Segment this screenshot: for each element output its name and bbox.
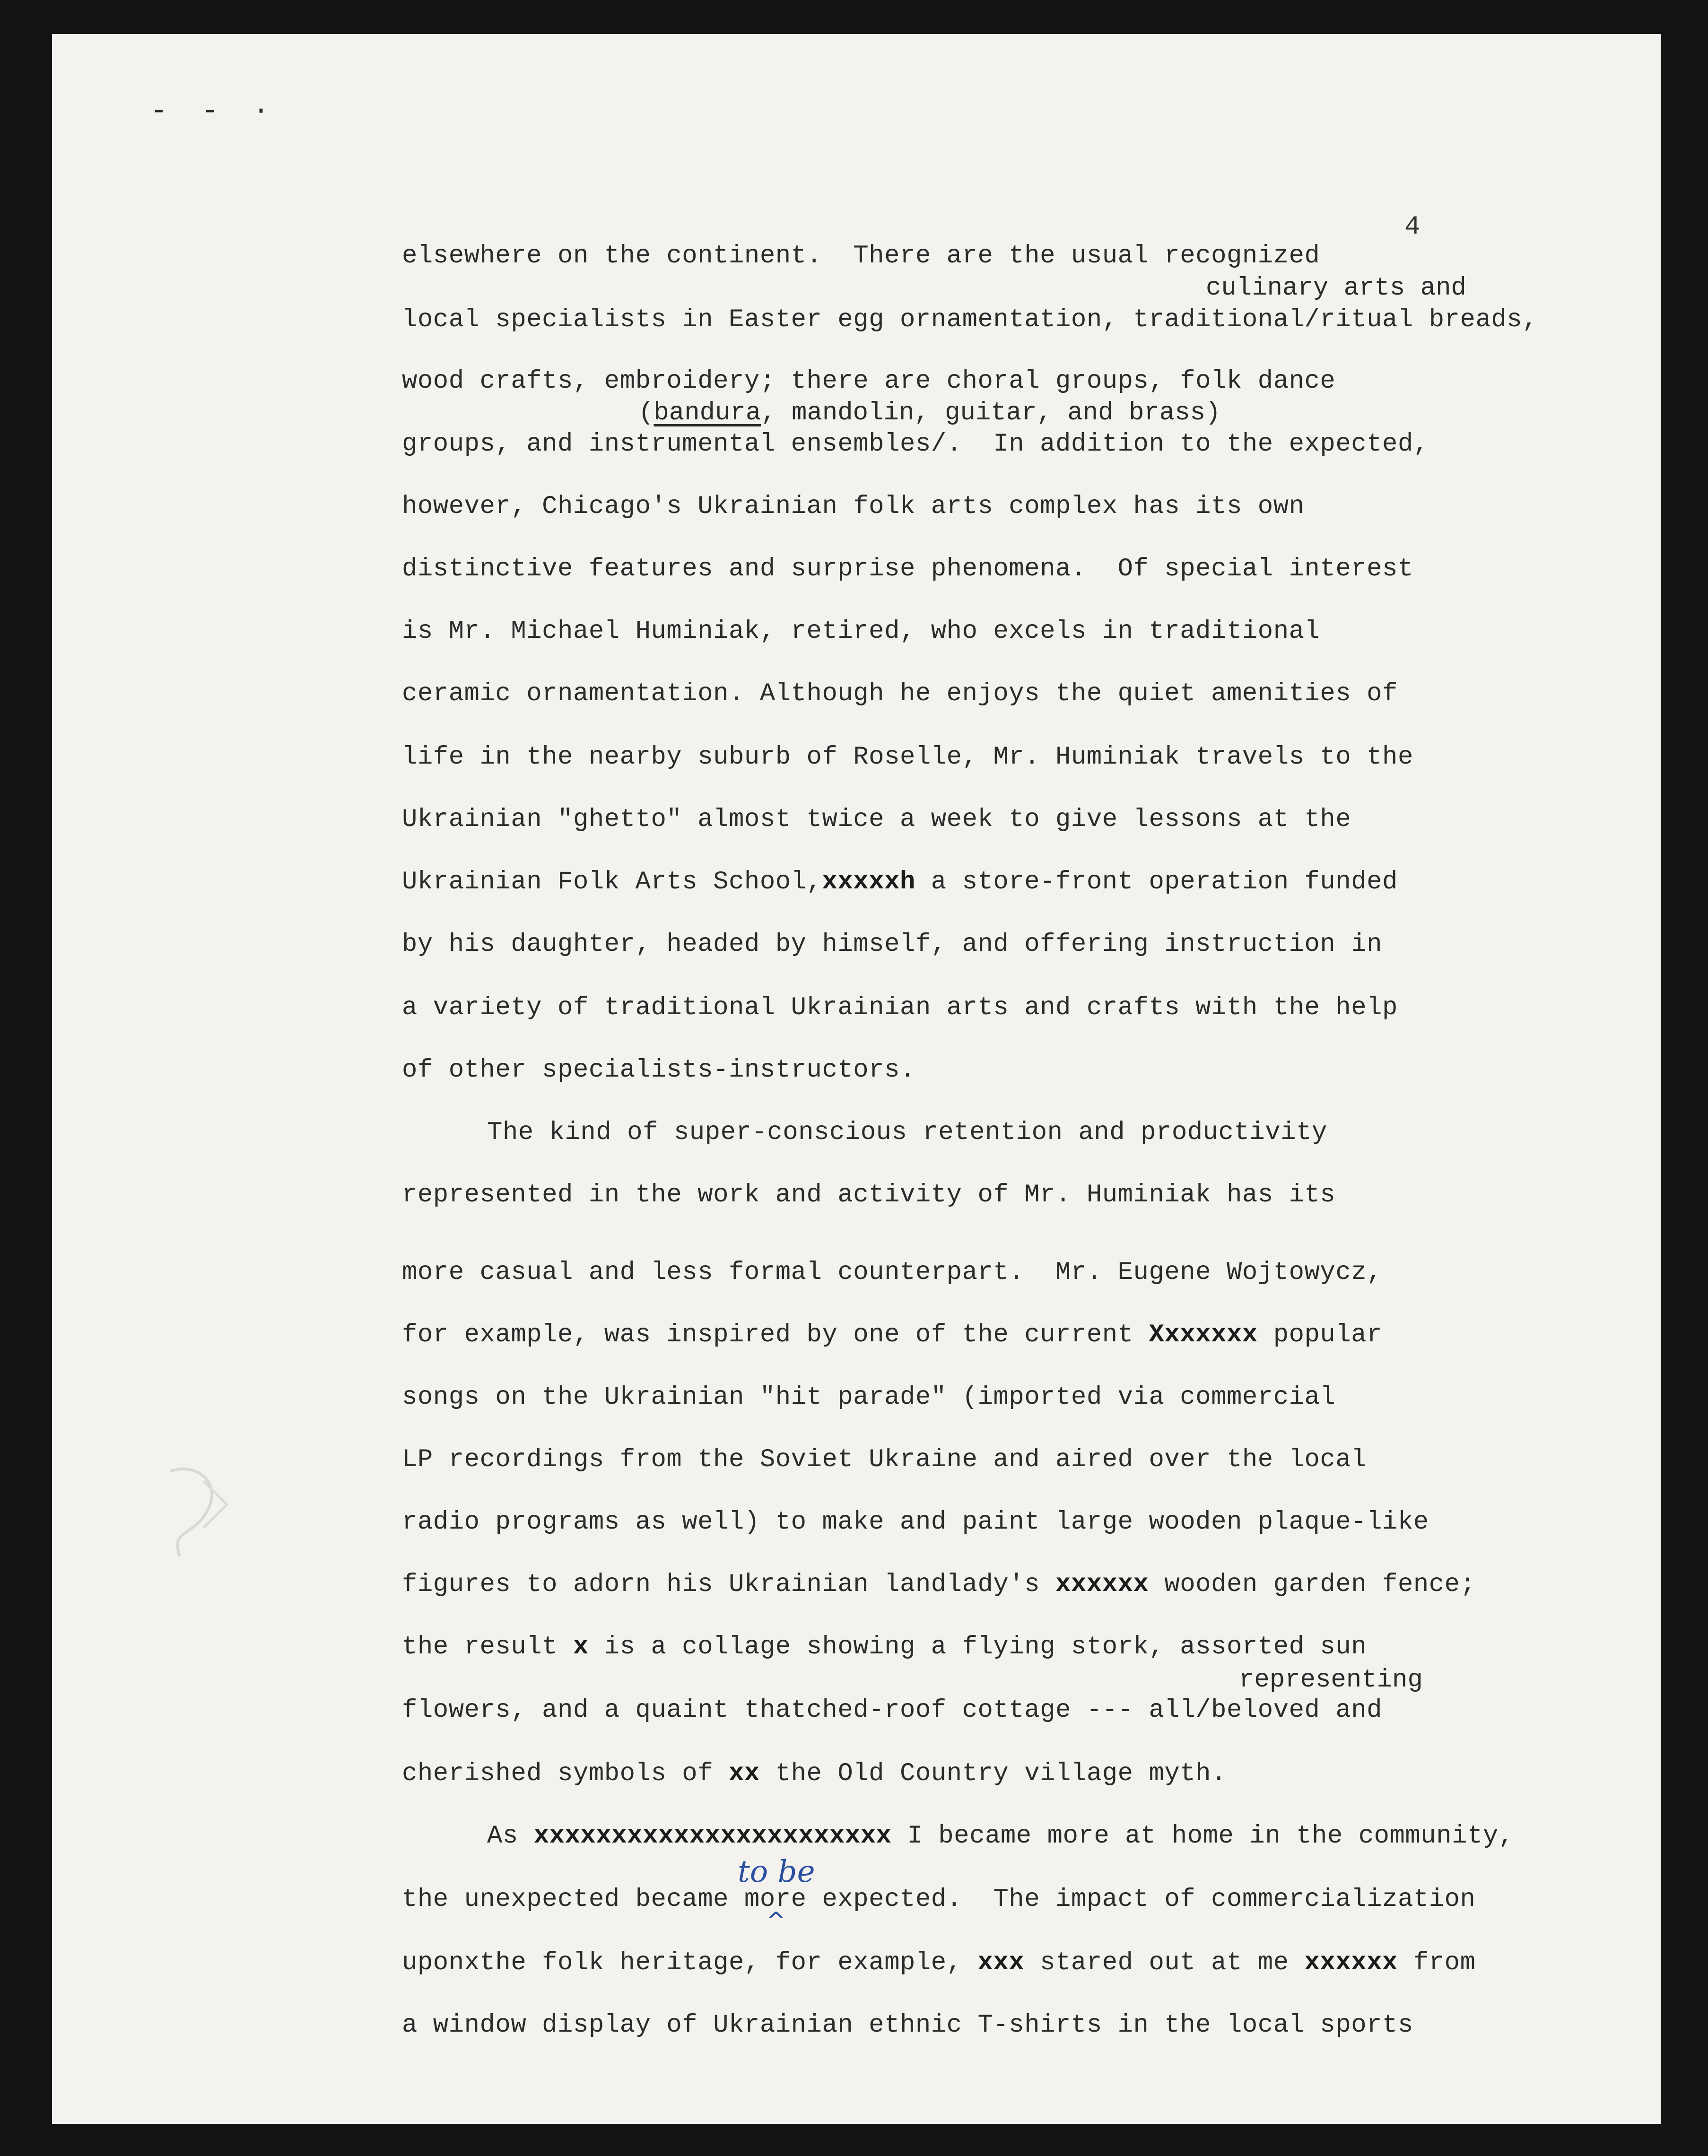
text-line-29: a window display of Ukrainian ethnic T-shirts in the local sports xyxy=(402,2011,1413,2040)
strikeout-thriving: Xxxxxxx xyxy=(1149,1321,1258,1349)
insert-instruments xyxy=(638,399,1220,427)
page-number: 4 xyxy=(1404,211,1420,242)
text-line-11-b: a store-front operation funded xyxy=(915,868,1398,896)
text-line-3: wood crafts, embroidery; there are choral groups, folk dance xyxy=(402,367,1336,396)
text-line-26 xyxy=(487,1822,1514,1851)
strikeout-which: xxxxxh xyxy=(822,868,915,896)
text-line-19: songs on the Ukrainian "hit parade" (imported via commercial xyxy=(402,1383,1336,1412)
insert-instrument-list: , mandolin, guitar, and brass) xyxy=(761,399,1221,427)
handwritten-to-be: to be xyxy=(738,1854,815,1889)
insert-bandura: bandura xyxy=(654,399,761,427)
faint-stamp-mark xyxy=(151,1452,246,1575)
text-line-23 xyxy=(402,1633,1367,1661)
text-line-23-b: is a collage showing a flying stork, assorted sun xyxy=(588,1633,1367,1661)
text-line-20: LP recordings from the Soviet Ukraine and aired over the local xyxy=(402,1445,1367,1474)
text-line-28-a: uponxthe folk heritage, for example, xyxy=(402,1948,962,1977)
document-page xyxy=(52,34,1661,2124)
text-line-10: Ukrainian "ghetto" almost twice a week to give lessons at the xyxy=(402,805,1351,834)
text-line-12: by his daughter, headed by himself, and offering instruction in xyxy=(402,930,1383,959)
text-line-22-a: figures to adorn his Ukrainian landlady's xyxy=(402,1570,1040,1599)
text-line-7: is Mr. Michael Huminiak, retired, who excels in traditional xyxy=(402,617,1320,646)
text-line-16: represented in the work and activity of Mr. Huminiak has its xyxy=(402,1181,1336,1209)
text-line-9: life in the nearby suburb of Roselle, Mr. Huminiak travels to the xyxy=(402,743,1413,772)
text-line-25-a: cherished symbols of xyxy=(402,1759,714,1788)
text-line-8: ceramic ornamentation. Although he enjoys the quiet amenities of xyxy=(402,679,1398,708)
strikeout-as-work: xxxxxxxxxxxxxxxxxxxxxxx xyxy=(533,1822,892,1851)
margin-marks: - - · xyxy=(150,96,279,128)
insert-open-paren: ( xyxy=(638,399,654,427)
text-line-1: elsewhere on the continent. There are the usual recognized xyxy=(402,242,1320,270)
text-line-14: of other specialists-instructors. xyxy=(402,1056,915,1085)
text-line-5: however, Chicago's Ukrainian folk arts complex has its own xyxy=(402,492,1305,521)
text-line-24: flowers, and a quaint thatched-roof cottage --- all/beloved and xyxy=(402,1696,1383,1725)
text-line-28-b: stared out at me xyxy=(1024,1948,1289,1977)
text-line-15: The kind of super-conscious retention and productivity xyxy=(487,1118,1327,1147)
text-line-2: local specialists in Easter egg ornamentation, traditional/ritual breads, xyxy=(402,305,1538,334)
text-line-28 xyxy=(402,1949,1475,1977)
text-line-25-b: the Old Country village myth. xyxy=(759,1759,1227,1788)
text-line-25 xyxy=(402,1760,1227,1788)
text-line-4: groups, and instrumental ensembles/. In addition to the expected, xyxy=(402,430,1429,459)
text-line-22-b: wooden garden fence; xyxy=(1149,1570,1476,1599)
text-line-11 xyxy=(402,868,1398,896)
text-line-22 xyxy=(402,1571,1475,1599)
strikeout-was: xxx xyxy=(977,1948,1025,1977)
strikeout-of: xx xyxy=(729,1759,760,1788)
text-line-26-a: As xyxy=(487,1822,518,1851)
insert-representing: representing xyxy=(1239,1666,1423,1695)
text-line-6: distinctive features and surprise phenomena. Of special interest xyxy=(402,555,1413,583)
text-line-23-a: the result xyxy=(402,1633,558,1661)
text-line-11-a: Ukrainian Folk Arts School, xyxy=(402,868,822,896)
text-line-18-b: popular xyxy=(1257,1321,1383,1349)
text-line-27: the unexpected became more expected. The impact of commercialization xyxy=(402,1885,1476,1914)
text-line-26-b: I became more at home in the community, xyxy=(891,1822,1514,1851)
strikeout-result: x xyxy=(573,1633,589,1661)
text-line-18 xyxy=(402,1321,1382,1349)
text-line-21: radio programs as well) to make and paint large wooden plaque-like xyxy=(402,1508,1429,1537)
strikeout-garden: xxxxxx xyxy=(1055,1570,1149,1599)
handwritten-caret: ^ xyxy=(766,1907,786,1935)
text-line-18-a: for example, was inspired by one of the current xyxy=(402,1321,1133,1349)
strikeout-in-the: xxxxxx xyxy=(1304,1948,1398,1977)
text-line-17: more casual and less formal counterpart. Mr. Eugene Wojtowycz, xyxy=(402,1258,1383,1287)
insert-culinary-arts: culinary arts and xyxy=(1206,274,1466,303)
text-line-13: a variety of traditional Ukrainian arts and crafts with the help xyxy=(402,993,1398,1022)
text-line-28-c: from xyxy=(1397,1948,1476,1977)
